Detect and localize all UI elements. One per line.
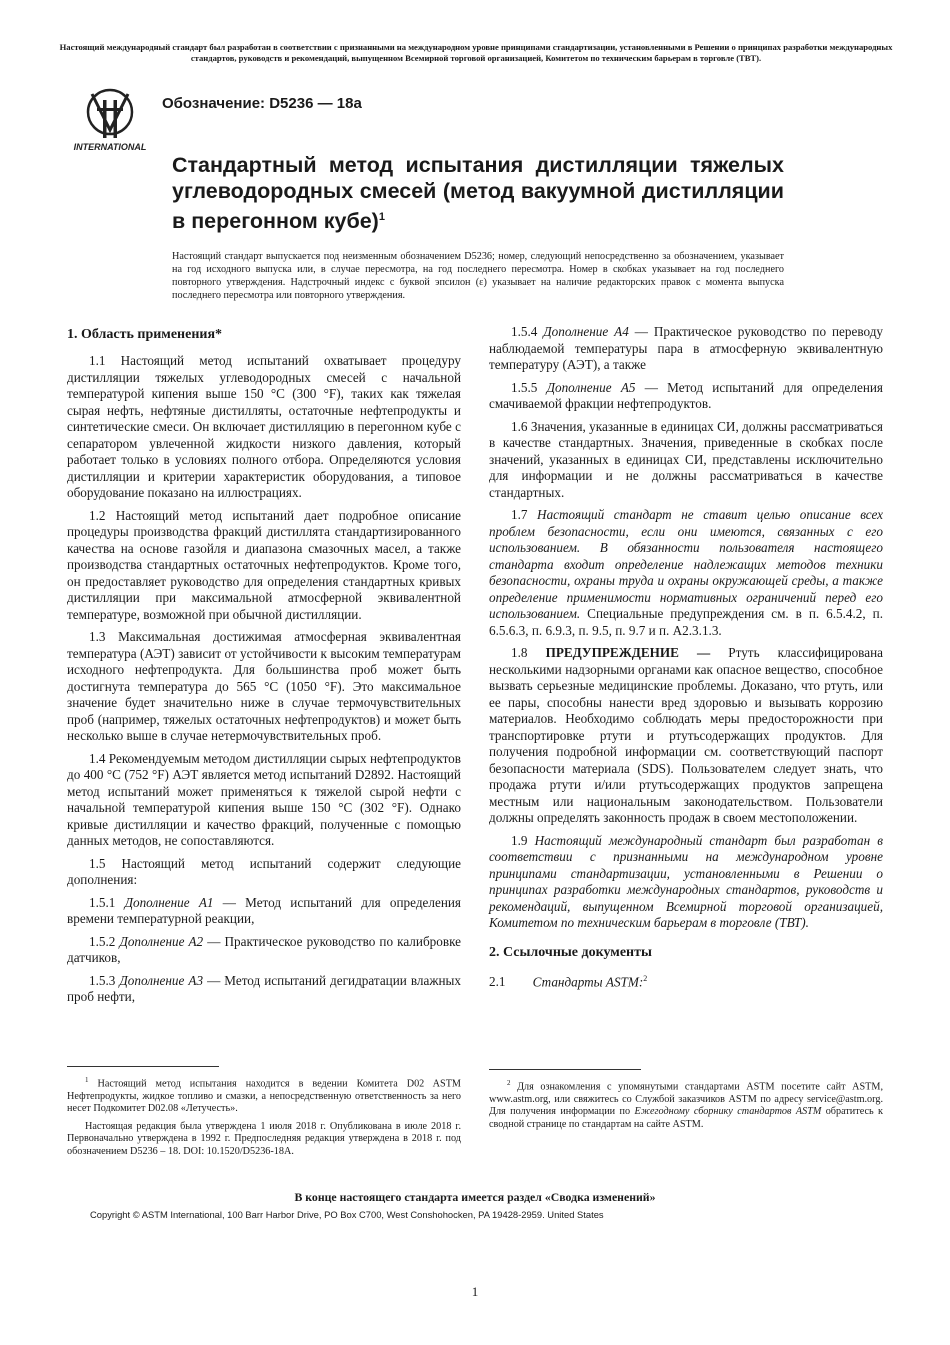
title-text: Стандартный метод испытания дистилляции тяжелых углеводородных смесей (метод вакуумной дистилляции в перегонном кубе)	[172, 153, 784, 234]
footnote-1-text	[67, 1074, 461, 1116]
para-text: Ртуть классифицирована несколькими надзорными органами как опасное вещество, способное вызвать серьезные медицинские проблемы. Доказано, что ртуть, или ее пары, способны нанести вред здоровью и вызывать коррозию материалов. Необходимо соблюдать меры предосторожности при транспортировке ртути и ртутьсодержащих продуктов. Для получения подробной информации см. соответствующий паспорт безопасности материала (SDS). Пользователем следует знать, что продажа ртути и/или ртутьсодержащих продуктов запрещена местным или национальным законодательством. Пользователи должны определять законность продаж в своем местоположении.	[489, 645, 883, 825]
section-2-heading: 2. Ссылочные документы	[489, 944, 652, 960]
para-1-8	[489, 645, 883, 827]
annex-name: Дополнение A2	[119, 933, 204, 949]
right-column	[489, 324, 883, 996]
para-text: — Метод испытаний для определения смачиваемой фракции нефтепродуктов.	[489, 379, 883, 411]
para-number: 1.5.1	[89, 894, 116, 910]
footnote-marker: 1	[85, 1076, 89, 1084]
para-number: 2.1	[489, 973, 506, 989]
footnote-divider	[489, 1069, 641, 1070]
para-number: 1.7	[511, 507, 528, 522]
footnote-marker: 2	[507, 1079, 511, 1087]
para-text: — Метод испытаний для определения времени температурной реакции,	[67, 894, 461, 926]
para-1-1: 1.1 Настоящий метод испытаний охватывает процедуру дистилляции тяжелых углеводородных смесей с начальной температурой кипения выше 150 °C (300 °F), таких как тяжелая сырая нефть, нефтяные дистилляты, остаточные нефтепродукты и синтетические смеси. Он включает дистилляцию в перегонном кубе с сепаратором увлеченной жидкости низкого давления, который работает только в условиях полного отбора. Определяются условия дистилляции и критерии характеристик оборудования, а типовое оборудование показано на иллюстрациях.	[67, 353, 461, 500]
para-1-5-5	[489, 380, 883, 413]
para-italic: Настоящий стандарт не ставит целью описание всех проблем безопасности, если они имеются, связанных с его использованием. В обязанности пользователя настоящего стандарта входит определение надлежащих методов техники безопасности, охраны труда и охраны окружающей среды, а также определение применимости нормативных ограничений перед его использованием.	[489, 507, 883, 621]
para-1-7	[489, 507, 883, 639]
para-number: 1.5.5	[511, 379, 538, 395]
footnote-body: обратитесь к сводной странице по стандартам на сайте ASTM.	[489, 1106, 883, 1130]
designation-notice: Настоящий стандарт выпускается под неизменным обозначением D5236; номер, следующий непосредственно за обозначением, указывает на год исходного выпуска или, в случае пересмотра, на год последнего пересмотра. Номер в скобках указывает на год последнего повторного утверждения. Надстрочный индекс с буквой эпсилон (ε) указывает на наличие редакторских правок с момента выпуска последнего пересмотра или повторного утверждения.	[172, 251, 784, 301]
para-1-4: 1.4 Рекомендуемым методом дистилляции сырых нефтепродуктов до 400 °C (752 °F) АЭТ является метод испытаний D2892. Настоящий метод испытаний может применяться к тяжелой сырой нефти с начальной температурой кипения выше 150 °C (302 °F). Однако кривые дистилляции и качество фракций, полученные с помощью данных методов, не сопоставляются.	[67, 750, 461, 848]
section-1-heading: 1. Область применения*	[67, 327, 223, 342]
page-title	[172, 152, 784, 234]
para-number: 1.8	[511, 645, 528, 660]
para-1-5: 1.5 Настоящий метод испытаний содержит следующие дополнения:	[67, 855, 461, 887]
title-footnote-ref[interactable]: 1	[378, 211, 385, 223]
left-column	[67, 324, 461, 1012]
para-number: 1.5.2	[89, 933, 116, 949]
para-1-2: 1.2 Настоящий метод испытаний дает подробное описание процедуры производства фракций дистиллята стандартизированного качества на основе газойля и диапазона смазочных масел, а также производства стандартных остаточных нефтепродуктов. Кроме того, он предоставляет руководство для определения стандартных кривых дистилляции при максимальной атмосферной эквивалентной температуре, возможной при обычной дистилляции.	[67, 507, 461, 622]
logo-text: INTERNATIONAL	[73, 142, 147, 152]
footnote-1	[67, 1074, 461, 1163]
para-text: — Практическое руководство по переводу наблюдаемой температуры пара в атмосферную эквивалентную температуру (АЭТ), а также	[489, 324, 883, 372]
top-notice: Настоящий международный стандарт был разработан в соответствии с признанными на международном уровне принципами стандартизации, установленными в Решении о принципах разработки международных стандартов, руководств и рекомендаций, выпущенном Всемирной торговой организацией, Комитетом по техническим барьерам в торговле (ТВТ).	[59, 42, 893, 63]
para-text: Специальные предупреждения см. в п. 6.5.4.2, п. 6.5.6.3, п. 6.9.3, п. 9.5, п. 9.7 и п. A2.3.1.3.	[489, 606, 883, 638]
para-1-5-3	[67, 973, 461, 1006]
para-1-9	[489, 833, 883, 932]
para-2-1	[489, 971, 883, 991]
para-number: 1.9	[511, 832, 528, 848]
annex-name: Дополнение A1	[124, 894, 214, 910]
para-1-5-2	[67, 934, 461, 967]
footnote-2	[489, 1077, 883, 1136]
footnote-body: Настоящий метод испытания находится в ведении Комитета D02 ASTM Нефтепродукты, жидкое топливо и смазки, а непосредственную ответственность за него несет Подкомитет D02.08 «Летучесть».	[67, 1078, 461, 1115]
para-number: 1.5.4	[511, 324, 538, 339]
footnote-ref[interactable]: 2	[643, 973, 648, 983]
para-italic: Настоящий международный стандарт был разработан в соответствии с признанными на международном уровне принципами стандартизации, установленными в Решении о принципах разработки международных стандартов, руководств и рекомендаций, выпущенном Всемирной торговой организацией, Комитетом по техническим барьерам в торговле (ТВТ).	[489, 832, 883, 930]
footnote-body: Для ознакомления с упомянутыми стандартами ASTM посетите сайт ASTM, www.astm.org, или свяжитесь со Службой заказчиков ASTM по адресу service@astm.org. Для получения информации по	[489, 1081, 883, 1118]
page-number: 1	[471, 1284, 479, 1299]
para-1-5-4	[489, 324, 883, 374]
para-number: 1.5.3	[89, 972, 116, 988]
annex-name: Дополнение A3	[119, 972, 204, 988]
summary-of-changes-note: В конце настоящего стандарта имеется раздел «Сводка изменений»	[294, 1190, 656, 1204]
para-text: — Практическое руководство по калибровке датчиков,	[67, 933, 461, 965]
astm-logo	[66, 86, 154, 154]
para-italic: Стандарты ASTM:	[532, 973, 644, 989]
designation: Обозначение: D5236 — 18a	[162, 95, 362, 112]
para-text: — Метод испытаний дегидратации влажных проб нефти,	[67, 972, 461, 1004]
para-1-3: 1.3 Максимальная достижимая атмосферная эквивалентная температура (АЭТ) зависит от устойчивости к высоким температурам исходного нефтепродукта. Для большинства проб может быть достигнута температура до 565 °C (1050 °F). Это максимальное значение будет значительно ниже в случае термочувствительных проб (например, тяжелых остаточных нефтепродуктов) и может быть несколько выше в случае нетермочувствительных проб.	[67, 629, 461, 743]
footnote-1-revision: Настоящая редакция была утверждена 1 июля 2018 г. Опубликована в июле 2018 г. Первоначально утверждена в 1992 г. Предпоследняя редакция утверждена в 2018 г. под обозначением D5236 – 18. DOI: 10.1520/D5236-18A.	[67, 1120, 461, 1157]
annex-name: Дополнение A4	[543, 324, 629, 339]
annex-name: Дополнение A5	[546, 379, 636, 395]
footnote-2-text	[489, 1077, 883, 1131]
para-1-5-1	[67, 895, 461, 928]
footnote-divider	[67, 1066, 219, 1067]
footnote-italic: Ежегодному сборнику стандартов ASTM	[634, 1106, 822, 1118]
copyright: Copyright © ASTM International, 100 Barr Harbor Drive, PO Box C700, West Conshohocken, PA 19428-2959. United States	[90, 1209, 604, 1220]
para-1-6: 1.6 Значения, указанные в единицах СИ, должны рассматриваться в качестве стандартных. Значения, приведенные в скобках после значений, указанных в единицах СИ, представлены исключительно для информации и не должны рассматриваться в качестве стандартных.	[489, 418, 883, 500]
warning-label: ПРЕДУПРЕЖДЕНИЕ —	[545, 645, 711, 660]
